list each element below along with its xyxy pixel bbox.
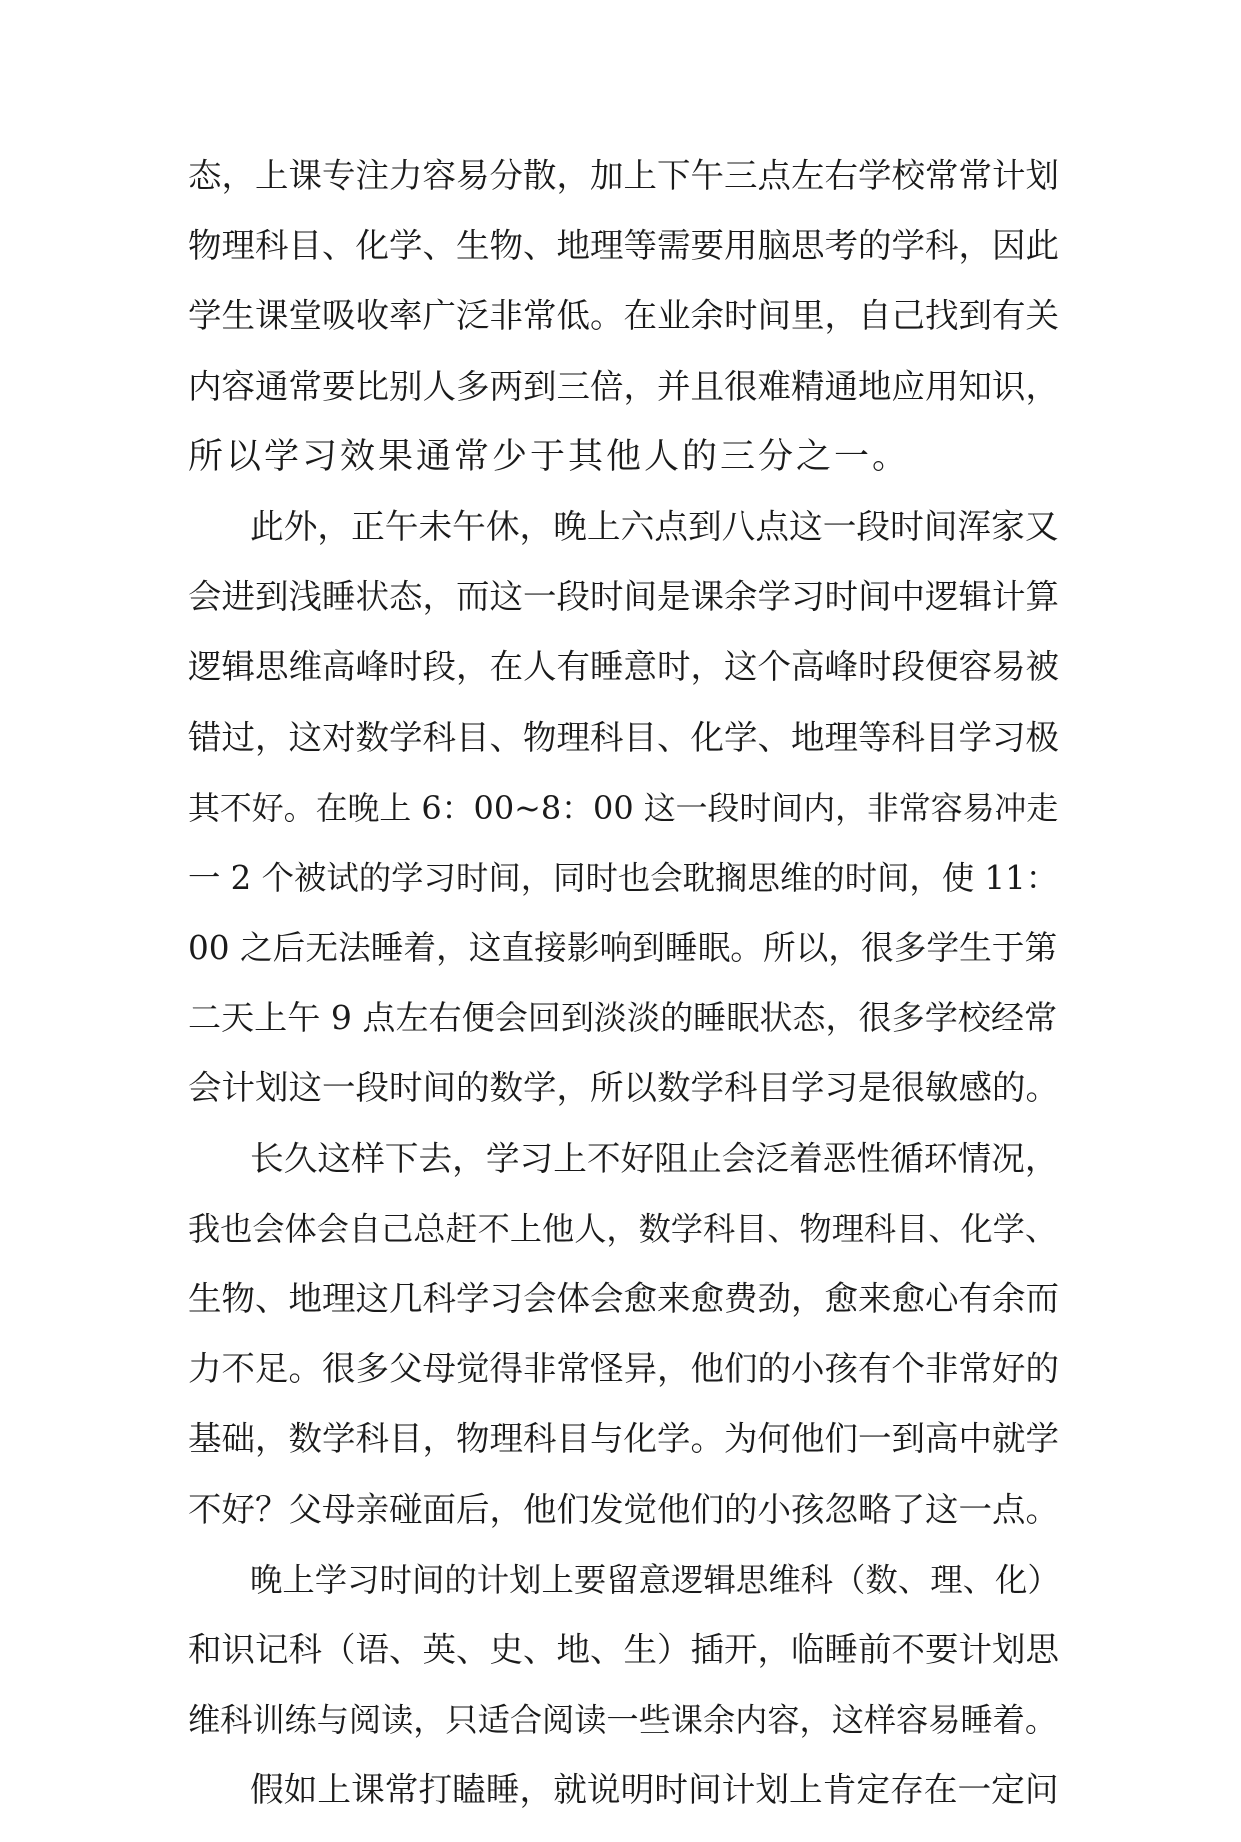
text-line: 00 之后无法睡着，这直接影响到睡眠。所以，很多学生于第 (188, 929, 1058, 968)
text-line: 学生课堂吸收率广泛非常低。在业余时间里，自己找到有关 (188, 296, 1059, 336)
text-line: 晚上学习时间的计划上要留意逻辑思维科（数、理、化） (250, 1560, 1060, 1599)
text-line: 内容通常要比别人多两到三倍，并且很难精通地应用知识， (188, 366, 1059, 406)
document-body (188, 157, 1060, 1842)
text-line: 二天上午 9 点左右便会回到淡淡的睡眠状态，很多学校经常 (188, 998, 1058, 1038)
text-line: 会计划这一段时间的数学，所以数学科目学习是很敏感的。 (188, 1068, 1059, 1108)
text-line: 维科训练与阅读，只适合阅读一些课余内容，这样容易睡着。 (188, 1701, 1058, 1740)
text-line: 生物、地理这几科学习会体会愈来愈费劲，愈来愈心有余而 (188, 1279, 1059, 1318)
text-line: 会进到浅睡状态，而这一段时间是课余学习时间中逻辑计算 (188, 577, 1059, 617)
text-line: 假如上课常打瞌睡，就说明时间计划上肯定存在一定问 (250, 1770, 1059, 1810)
text-line: 基础，数学科目，物理科目与化学。为何他们一到高中就学 (188, 1419, 1059, 1459)
text-line: 一 2 个被试的学习时间，同时也会耽搁思维的时间，使 11： (188, 858, 1059, 897)
text-line: 逻辑思维高峰时段，在人有睡意时，这个高峰时段便容易被 (188, 647, 1059, 687)
text-line: 态，上课专注力容易分散，加上下午三点左右学校常常计划 (188, 156, 1059, 195)
text-line: 和识记科（语、英、史、地、生）插开，临睡前不要计划思 (188, 1629, 1059, 1669)
text-line: 不好？父母亲碰面后，他们发觉他们的小孩忽略了这一点。 (188, 1489, 1059, 1529)
text-line: 所以学习效果通常少于其他人的三分之一。 (188, 436, 911, 477)
text-line: 我也会体会自己总赶不上他人，数学科目、物理科目、化学、 (188, 1209, 1058, 1248)
text-line: 力不足。很多父母觉得非常怪异，他们的小孩有个非常好的 (188, 1349, 1059, 1389)
text-line: 其不好。在晚上 6：00~8：00 这一段时间内，非常容易冲走 (188, 788, 1059, 827)
text-line: 长久这样下去，学习上不好阻止会泛着恶性循环情况， (250, 1138, 1059, 1178)
text-line: 错过，这对数学科目、物理科目、化学、地理等科目学习极 (188, 717, 1059, 757)
text-line: 物理科目、化学、生物、地理等需要用脑思考的学科，因此 (188, 226, 1059, 266)
text-line: 此外，正午未午休，晚上六点到八点这一段时间浑家又 (250, 506, 1059, 546)
